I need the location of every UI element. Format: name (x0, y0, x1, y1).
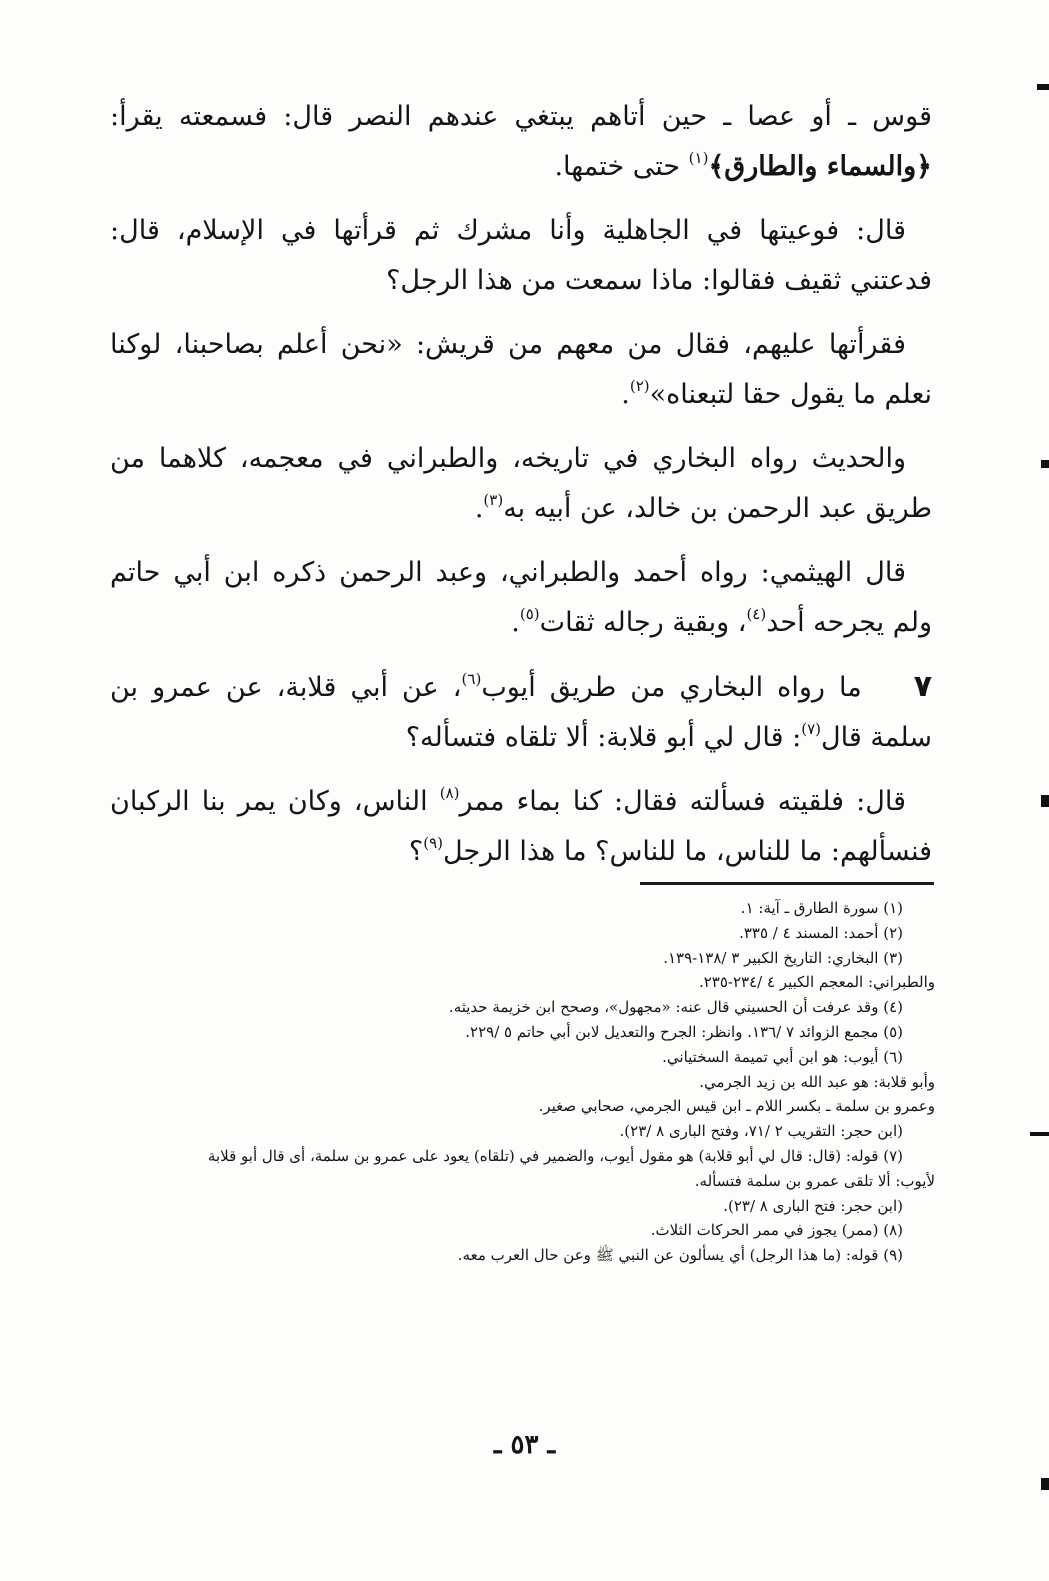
footnote-reference: (٤) (746, 605, 767, 623)
footnote: (٨) (ممر) يجوز في ممر الحركات الثلاث. (650, 1221, 903, 1240)
footnote-separator (640, 882, 934, 885)
scan-edge-mark (1037, 84, 1049, 90)
footnote-reference: (٢) (629, 377, 650, 395)
text-run: ، عن أبي قلابة، عن عمرو بن سلمة قال (110, 672, 932, 753)
scan-edge-mark (1030, 1132, 1049, 1136)
text-run: . (511, 607, 520, 638)
footnote-reference: (٧) (801, 720, 822, 738)
paragraph: قال: فوعيتها في الجاهلية وأنا مشرك ثم قرأتها في الإسلام، قال: فدعتني ثقيف فقالوا: ماذا سمعت من هذا الرجل؟ (110, 215, 932, 296)
footnote: (١) سورة الطارق ـ آية: ١. (740, 899, 903, 917)
paragraph (110, 777, 932, 877)
footnote: وأبو قلابة: هو عبد الله بن زيد الجرمي. (699, 1072, 935, 1091)
scan-edge-mark (1041, 1478, 1049, 1490)
quran-quote: ﴿والسماء والطارق﴾ (708, 151, 932, 182)
footnote-reference: (١) (688, 149, 709, 167)
footnote-reference: (٣) (483, 491, 504, 509)
paragraph (110, 320, 932, 420)
page-number: ـ ٥٣ ـ (493, 1430, 556, 1460)
footnote: (٥) مجمع الزوائد ٧ /١٣٦. وانظر: الجرح والتعديل لابن أبي حاتم ٥ /٢٢٩. (465, 1022, 903, 1041)
footnote: (٩) قوله: (ما هذا الرجل) أي يسألون عن النبي ﷺ وعن حال العرب معه. (457, 1246, 903, 1265)
text-run: ؟ (408, 836, 424, 867)
footnote-reference: (٦) (461, 670, 482, 688)
text-run: . (474, 493, 484, 524)
text-run: قال: فلقيته فسألته فقال: كنا بماء ممر (459, 786, 906, 817)
paragraph (110, 434, 932, 534)
footnote: (٢) أحمد: المسند ٤ / ٣٣٥. (739, 923, 903, 942)
footnote: (ابن حجر: فتح البارى ٨ /٢٣). (723, 1196, 903, 1215)
text-run: : قال لي أبو قلابة: ألا تلقاه فتسأله؟ (405, 722, 802, 753)
footnote: وعمرو بن سلمة ـ بكسر اللام ـ ابن قيس الجرمي، صحابي صغير. (538, 1097, 935, 1116)
text-run: قال الهيثمي: رواه أحمد والطبراني، وعبد الرحمن ذكره ابن أبي حاتم ولم يجرحه أحد (110, 557, 932, 638)
main-text (110, 92, 932, 891)
text-run: . (621, 379, 630, 410)
footnote-reference: (٥) (519, 605, 540, 623)
footnote-reference: (٩) (423, 834, 444, 852)
footnote: (٧) قوله: (قال: قال لي أبو قلابة) هو مقول أيوب، والضمير في (تلقاه) يعود على عمرو بن سلمة، أى قال أبو قلابة (207, 1146, 903, 1165)
text-run: حتى ختمها. (554, 151, 689, 182)
text-run: والحديث رواه البخاري في تاريخه، والطبراني في معجمه، كلاهما من طريق عبد الرحمن بن خالد، عن أبيه به (110, 443, 932, 524)
text-run: فقرأتها عليهم، فقال من معهم من قريش: «نحن أعلم بصاحبنا، لوكنا نعلم ما يقول حقا لتبعناه» (110, 329, 932, 410)
footnote: لأيوب: ألا تلقى عمرو بن سلمة فتسأله. (694, 1171, 935, 1190)
footnotes (100, 896, 935, 1268)
footnote: والطبراني: المعجم الكبير ٤ /٢٣٤-٢٣٥. (698, 973, 935, 992)
item-number: ٧ (913, 669, 932, 704)
text-run: ، وبقية رجاله ثقات (539, 607, 747, 638)
footnote: (٦) أيوب: هو ابن أبي تميمة السختياني. (662, 1047, 903, 1066)
footnote: (٤) وقد عرفت أن الحسيني قال عنه: «مجهول»، وصحح ابن خزيمة حديثه. (448, 998, 903, 1017)
text-run: ما رواه البخاري من طريق أيوب (481, 672, 862, 703)
scan-edge-mark (1041, 460, 1049, 468)
numbered-paragraph (110, 662, 932, 763)
footnote: (٣) البخاري: التاريخ الكبير ٣ /١٣٨-١٣٩. (663, 948, 903, 967)
text-run: قوس ـ أو عصا ـ حين أتاهم يبتغي عندهم النصر قال: فسمعته يقرأ: (110, 101, 932, 132)
scan-edge-mark (1041, 795, 1049, 807)
paragraph (110, 548, 932, 648)
paragraph (110, 92, 932, 192)
text-run: الناس، وكان يمر بنا الركبان فنسألهم: ما للناس، ما للناس؟ ما هذا الرجل (110, 786, 932, 867)
footnote: (ابن حجر: التقريب ٢ /٧١، وفتح البارى ٨ /٢٣). (619, 1122, 903, 1141)
footnote-reference: (٨) (439, 784, 460, 802)
